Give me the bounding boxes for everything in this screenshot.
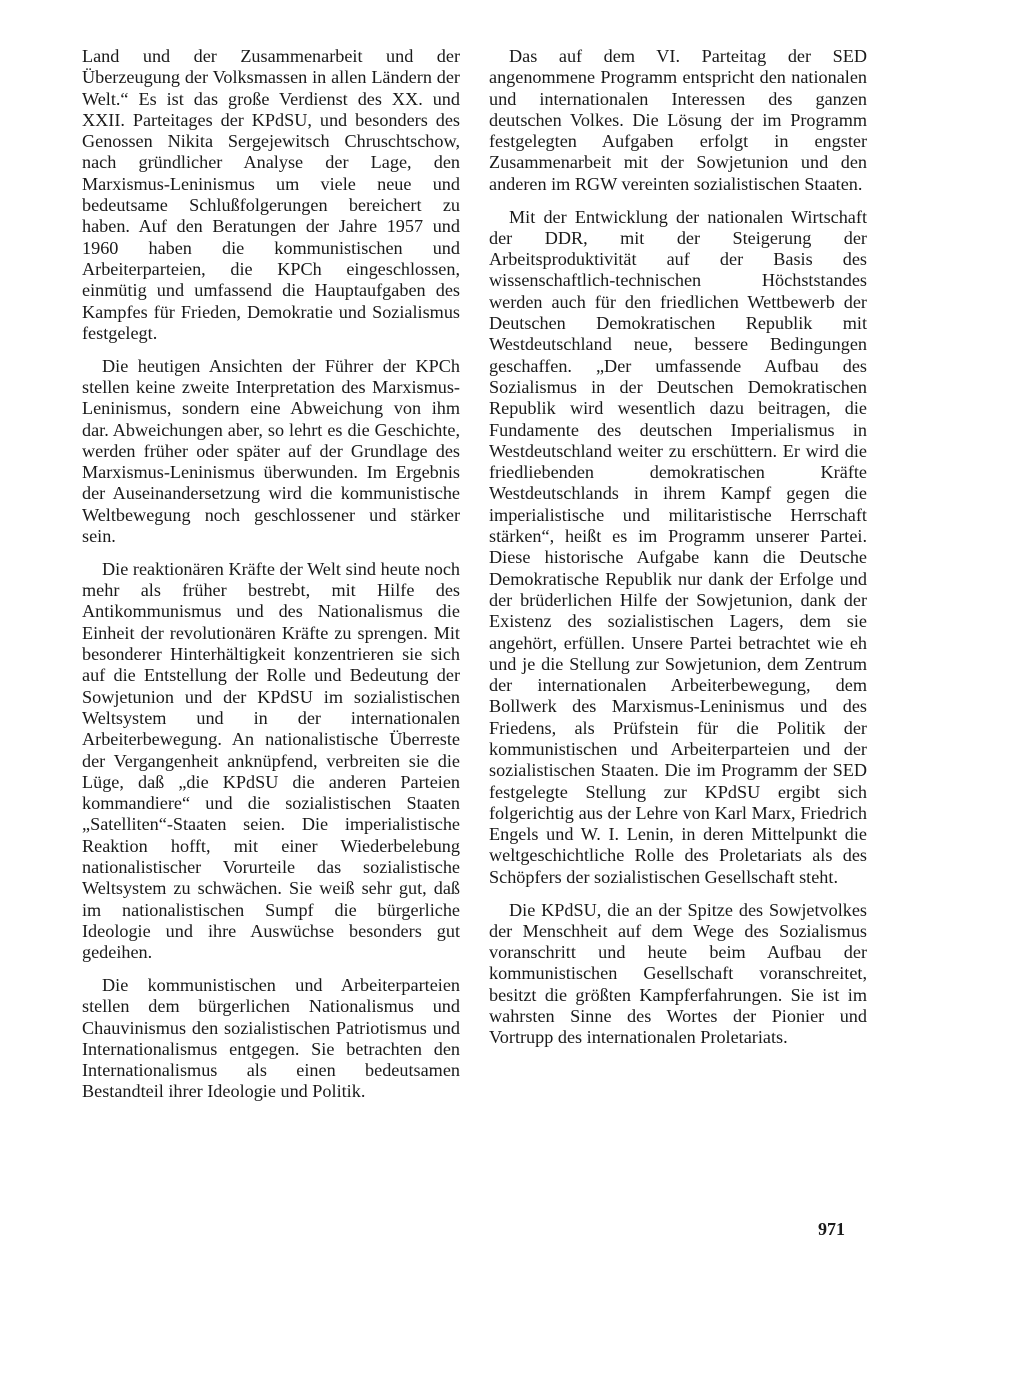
page-number: 971 (818, 1219, 845, 1239)
paragraph: Die kommunistischen und Arbeiterparteien stellen dem bürgerlichen Nationalismus und Chauvinismus den sozialistischen Patriotismus und Internationalismus entgegen. Sie betrachten den Internationalismus als einen bedeutsamen Bestandteil ihrer Ideologie und Politik. (82, 974, 460, 1102)
paragraph: Das auf dem VI. Parteitag der SED angenommene Programm entspricht den nationalen und internationalen Interessen des ganzen deutschen Volkes. Die Lösung der im Programm festgelegten Aufgaben erfolgt in engster Zusammenarbeit mit der Sowjetunion und den anderen im RGW vereinten sozialistischen Staaten. (489, 46, 867, 194)
paragraph: Die reaktionären Kräfte der Welt sind heute noch mehr als früher bestrebt, mit Hilfe des Antikommunismus und des Nationalismus die Einheit der revolutionären Kräfte zu sprengen. Mit besonderer Hinterhältigkeit konzentrieren sie sich auf die Entstellung der Rolle und Bedeutung der Sowjetunion und der KPdSU im sozialistischen Weltsystem und in der internationalen Arbeiterbewegung. An nationalistische Überreste der Vergangenheit anknüpfend, verbreiten sie die Lüge, daß „die KPdSU die anderen Parteien kommandiere“ und die sozialistischen Staaten „Satelliten“-Staaten seien. Die imperialistische Reaktion hofft, mit einer Wiederbelebung nationalistischer Vorurteile das sozialistische Weltsystem zu schwächen. Sie weiß sehr gut, daß im nationalistischen Sumpf die bürgerliche Ideologie und ihre Auswüchse besonders gut gedeihen. (82, 558, 460, 963)
paragraph: Mit der Entwicklung der nationalen Wirtschaft der DDR, mit der Steigerung der Arbeitsproduktivität auf der Basis des wissenschaftlich-technischen Höchststandes werden auch für den friedlichen Wettbewerb der Deutschen Demokratischen Republik mit Westdeutschland neue, bessere Bedingungen geschaffen. „Der umfassende Aufbau des Sozialismus in der Deutschen Demokratischen Republik wird wesentlich dazu beitragen, die Fundamente des deutschen Imperialismus in Westdeutschland weiter zu erschüttern. Er wird die friedliebenden demokratischen Kräfte Westdeutschlands in ihrem Kampf gegen die imperialistische und militaristische Herrschaft stärken“, heißt es im Programm unserer Partei. Diese historische Aufgabe kann die Deutsche Demokratische Republik nur dank der Erfolge und der brüderlichen Hilfe der Sowjetunion, dank der Existenz des sozialistischen Lagers, dem sie angehört, erfüllen. Unsere Partei betrachtet wie eh und je die Stellung zur Sowjetunion, dem Zentrum der internationalen Arbeiterbewegung, dem Bollwerk des Marxismus-Leninismus und des Friedens, als Prüfstein für die Politik der kommunistischen und Arbeiterparteien und der sozialistischen Staaten. Die im Programm der SED festgelegte Stellung zur KPdSU ergibt sich folgerichtig aus der Lehre von Karl Marx, Friedrich Engels und W. I. Lenin, in deren Mittelpunkt die weltgeschichtliche Rolle des Proletariats als des Schöpfers der sozialistischen Gesellschaft steht. (489, 206, 867, 887)
paragraph: Land und der Zusammenarbeit und der Überzeugung der Volksmassen in allen Ländern der Welt.“ Es ist das große Verdienst des XX. und XXII. Parteitages der KPdSU, und besonders des Genossen Nikita Sergejewitsch Chruschtschow, nach gründlicher Analyse der Lage, den Marxismus-Leninismus um viele neue und bedeutsame Schlußfolgerungen bereichert zu haben. Auf den Beratungen der Jahre 1957 und 1960 haben die kommunistischen und Arbeiterparteien, die KPCh eingeschlossen, einmütig und umfassend die Hauptaufgaben des Kampfes für Frieden, Demokratie und Sozialismus festgelegt. (82, 46, 460, 343)
right-text-column (489, 46, 867, 1049)
left-text-column (82, 46, 460, 1103)
paragraph: Die heutigen Ansichten der Führer der KPCh stellen keine zweite Interpretation des Marxismus-Leninismus, sondern eine Abweichung von ihm dar. Abweichungen aber, so lehrt es die Geschichte, werden früher oder später auf der Grundlage des Marxismus-Leninismus überwunden. Im Ergebnis der Auseinandersetzung wird die kommunistische Weltbewegung noch geschlossener und stärker sein. (82, 355, 460, 547)
paragraph: Die KPdSU, die an der Spitze des Sowjetvolkes der Menschheit auf dem Wege des Sozialismus voranschritt und heute beim Aufbau der kommunistischen Gesellschaft voranschreitet, besitzt die größten Kampferfahrungen. Sie ist im wahrsten Sinne des Wortes der Pionier und Vortrupp des internationalen Proletariats. (489, 899, 867, 1048)
